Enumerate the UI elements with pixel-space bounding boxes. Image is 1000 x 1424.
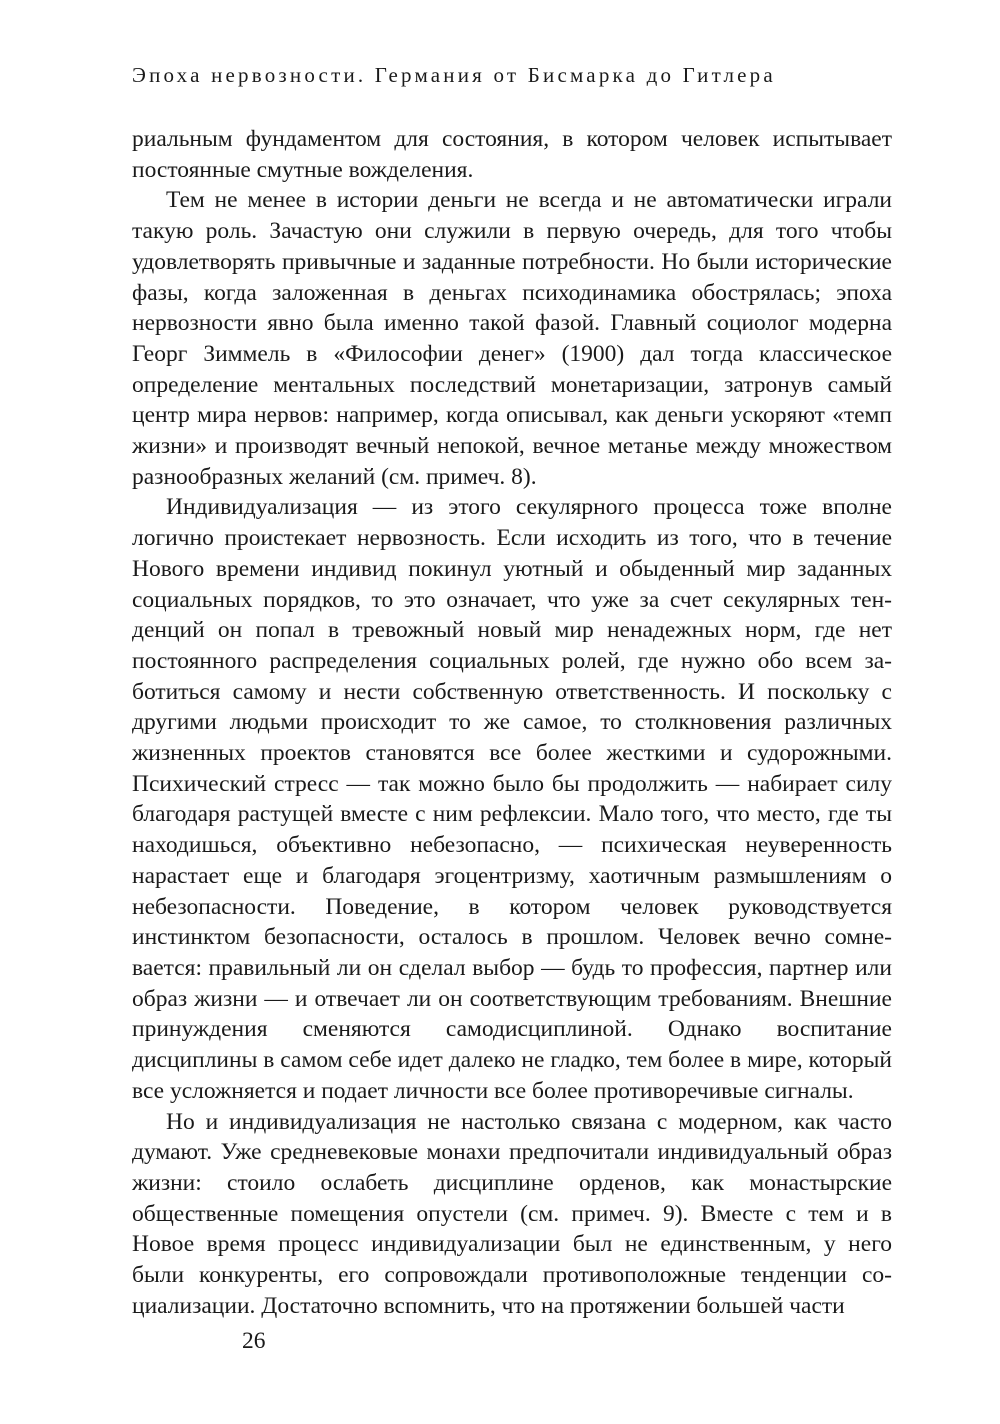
paragraph: Тем не менее в истории деньги не всегда и не автоматически играли такую роль. Зачастую они служили в первую очередь, для того чтобы удовлетворять привычные и заданные потребности. Но были исторические фазы, когда заложенная в деньгах психодинамика обострялась; эпоха нервозности явно была именно такой фазой. Главный социолог модерна Георг Зиммель в «Философии денег» (1900) дал тогда классическое определение ментальных последствий монетаризации, затронув самый центр мира нервов: например, когда описывал, как деньги ускоряют «темп жизни» и производят вечный непокой, вечное метанье между множеством разнообразных желаний (см. примеч. 8). <box>132 187 892 490</box>
running-head: Эпоха нервозности. Германия от Бисмарка до Гитлера <box>132 63 776 87</box>
body-text <box>132 124 892 1321</box>
paragraph: риальным фундаментом для состояния, в котором человек испытывает постоянные смутные вожделения. <box>132 126 892 183</box>
page-number: 26 <box>242 1328 266 1354</box>
paragraph: Но и индивидуализация не настолько связана с модерном, как часто думают. Уже средневековые монахи предпочитали индивидуальный образ жизни: стоило ослабеть дисциплине орденов, как монастырские общественные помещения опустели (см. примеч. 9). Вместе с тем и в Новое время процесс индивидуализации был не единственным, у него были конкуренты, его сопровождали противоположные тенденции социализации. Достаточно вспомнить, что на протяжении большей части <box>132 1108 892 1319</box>
paragraph: Индивидуализация — из этого секулярного процесса тоже вполне логично проистекает нервозность. Если исходить из того, что в течение Нового времени индивид покинул уютный и обыденный мир заданных социальных порядков, то это означает, что уже за счет секулярных тенденций он попал в тревожный новый мир ненадежных норм, где нет постоянного распределения социальных ролей, где нужно обо всем заботиться самому и нести собственную ответственность. И поскольку с другими людьми происходит то же самое, то столкновения различных жизненных проектов становятся все более жесткими и судорожными. Психический стресс — так можно было бы продолжить — набирает силу благодаря растущей вместе с ним рефлексии. Мало того, что место, где ты находишься, объективно небезопасно, — психическая неуверенность нарастает еще и благодаря эгоцентризму, хаотичным размышлениям о небезопасности. Поведение, в котором человек руководствуется инстинктом безопасности, осталось в прошлом. Человек вечно сомневается: правильный ли он сделал выбор — будь то профессия, партнер или образ жизни — и отвечает ли он соответствующим требованиям. Внешние принуждения сменяются самодисциплиной. Однако воспитание дисциплины в самом себе идет далеко не гладко, тем более в мире, который все усложняется и подает личности все более противоречивые сигналы. <box>132 494 892 1104</box>
